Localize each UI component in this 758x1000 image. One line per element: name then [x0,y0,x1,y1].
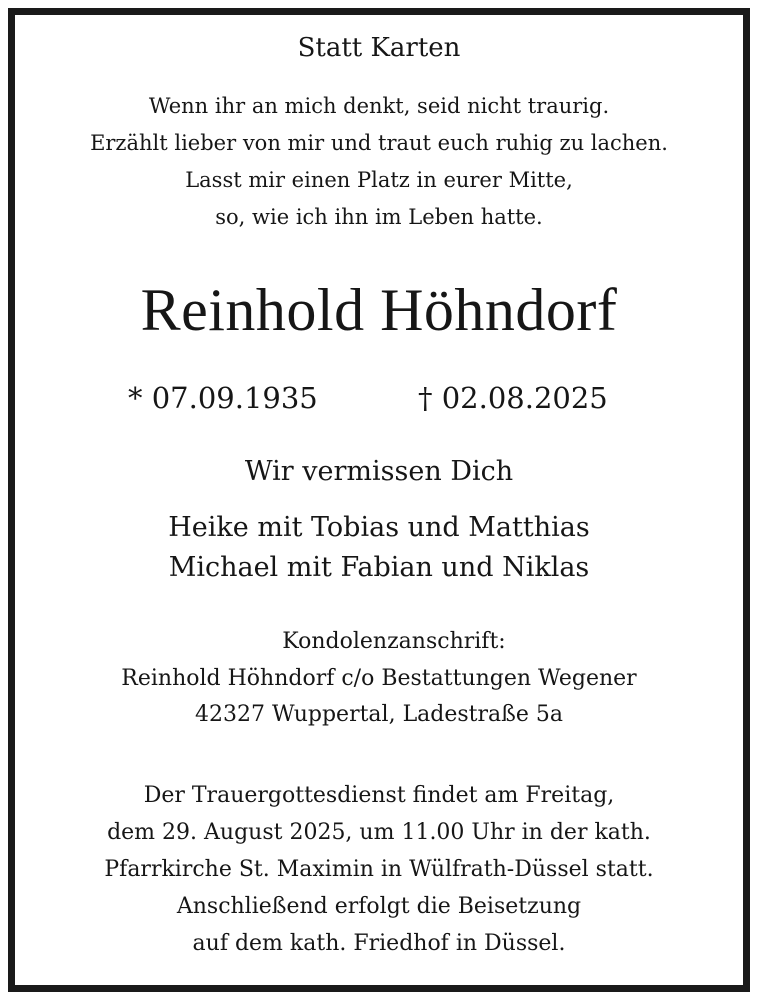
deceased-name: Reinhold Höhndorf [140,277,618,343]
poem-line: Wenn ihr an mich denkt, seid nicht traurig. [148,94,610,118]
mourner-line: Heike mit Tobias und Matthias [168,512,590,543]
service-line: Pfarrkirche St. Maximin in Wülfrath-Düssel statt. [104,857,654,882]
poem [0,88,758,236]
service-line: Der Trauergottesdienst findet am Freitag, [143,783,615,808]
mourners-headline: Wir vermissen Dich [244,456,514,487]
condolence-address-line: 42327 Wuppertal, Ladestraße 5a [195,702,563,727]
service-line: Anschließend erfolgt die Beisetzung [176,894,582,919]
mourner-line: Michael mit Fabian und Niklas [168,552,590,583]
condolence-address-line: Reinhold Höhndorf c/o Bestattungen Wegener [121,666,637,691]
death-date: † 02.08.2025 [418,381,608,415]
mourners-list [0,508,758,588]
statt-karten-heading: Statt Karten [297,33,461,63]
birth-date: * 07.09.1935 [128,381,318,415]
service-line: auf dem kath. Friedhof in Düssel. [192,931,566,956]
funeral-service-text [0,777,758,962]
service-line: dem 29. August 2025, um 11.00 Uhr in der kath. [107,820,651,845]
condolence-address [0,661,758,733]
poem-line: Lasst mir einen Platz in eurer Mitte, [185,168,573,192]
poem-line: so, wie ich ihn im Leben hatte. [215,205,543,229]
poem-line: Erzählt lieber von mir und traut euch ruhig zu lachen. [90,131,668,155]
life-dates [0,376,758,420]
condolence-title: Kondolenzanschrift: [282,629,506,654]
